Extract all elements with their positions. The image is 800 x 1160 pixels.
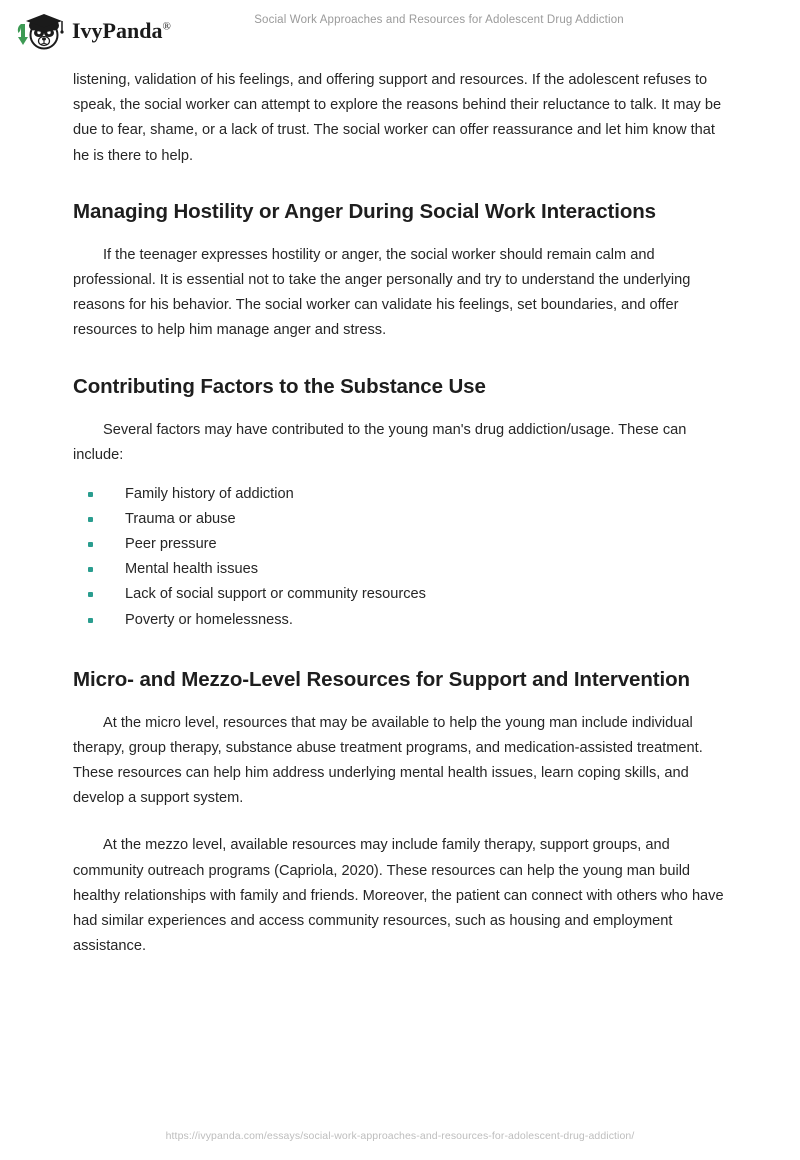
list-item: Poverty or homelessness. bbox=[73, 608, 727, 633]
list-item: Family history of addiction bbox=[73, 482, 727, 507]
section-heading-micro-mezzo-resources: Micro- and Mezzo-Level Resources for Support and Intervention bbox=[73, 667, 690, 691]
section-2-paragraph: Several factors may have contributed to the young man's drug addiction/usage. These can include: bbox=[73, 421, 687, 463]
section-3-paragraph-2: At the mezzo level, available resources may include family therapy, support groups, and community outreach programs (Capriola, 2020). These resources can help the young man build healthy relationships with family and friends. Moreover, the patient can connect with others who have had similar experiences and access community resources, such as housing and employment assistance. bbox=[73, 837, 724, 955]
section-3-paragraph-1: At the micro level, resources that may be available to help the young man include individual therapy, group therapy, substance abuse treatment programs, and medication-assisted treatment. These resources can help him address underlying mental health issues, learn coping skills, and develop a support system. bbox=[73, 714, 703, 807]
section-heading-managing-hostility: Managing Hostility or Anger During Social Work Interactions bbox=[73, 199, 656, 223]
footer-source-url[interactable]: https://ivypanda.com/essays/social-work-approaches-and-resources-for-adolescent-drug-addiction/ bbox=[165, 1130, 635, 1142]
document-body bbox=[73, 68, 727, 959]
registered-mark: ® bbox=[162, 20, 171, 33]
contributing-factors-list bbox=[73, 482, 727, 633]
list-item: Trauma or abuse bbox=[73, 507, 727, 532]
list-item: Lack of social support or community resources bbox=[73, 582, 727, 607]
list-item: Peer pressure bbox=[73, 532, 727, 557]
section-heading-contributing-factors: Contributing Factors to the Substance Use bbox=[73, 374, 486, 398]
intro-paragraph: listening, validation of his feelings, and offering support and resources. If the adolescent refuses to speak, the social worker can attempt to explore the reasons behind their reluctance to talk. It may be due to fear, shame, or a lack of trust. The social worker can offer reassurance and let him know that he is there to help. bbox=[73, 72, 722, 164]
brand-name-text: IvyPanda bbox=[72, 18, 163, 43]
document-title-header: Social Work Approaches and Resources for Adolescent Drug Addiction bbox=[254, 14, 624, 26]
page-header bbox=[0, 0, 800, 62]
list-item: Mental health issues bbox=[73, 557, 727, 582]
section-1-paragraph: If the teenager expresses hostility or anger, the social worker should remain calm and professional. It is essential not to take the anger personally and try to understand the underlying reasons for his behavior. The social worker can validate his feelings, set boundaries, and offer resources to help him manage anger and stress. bbox=[73, 246, 691, 339]
